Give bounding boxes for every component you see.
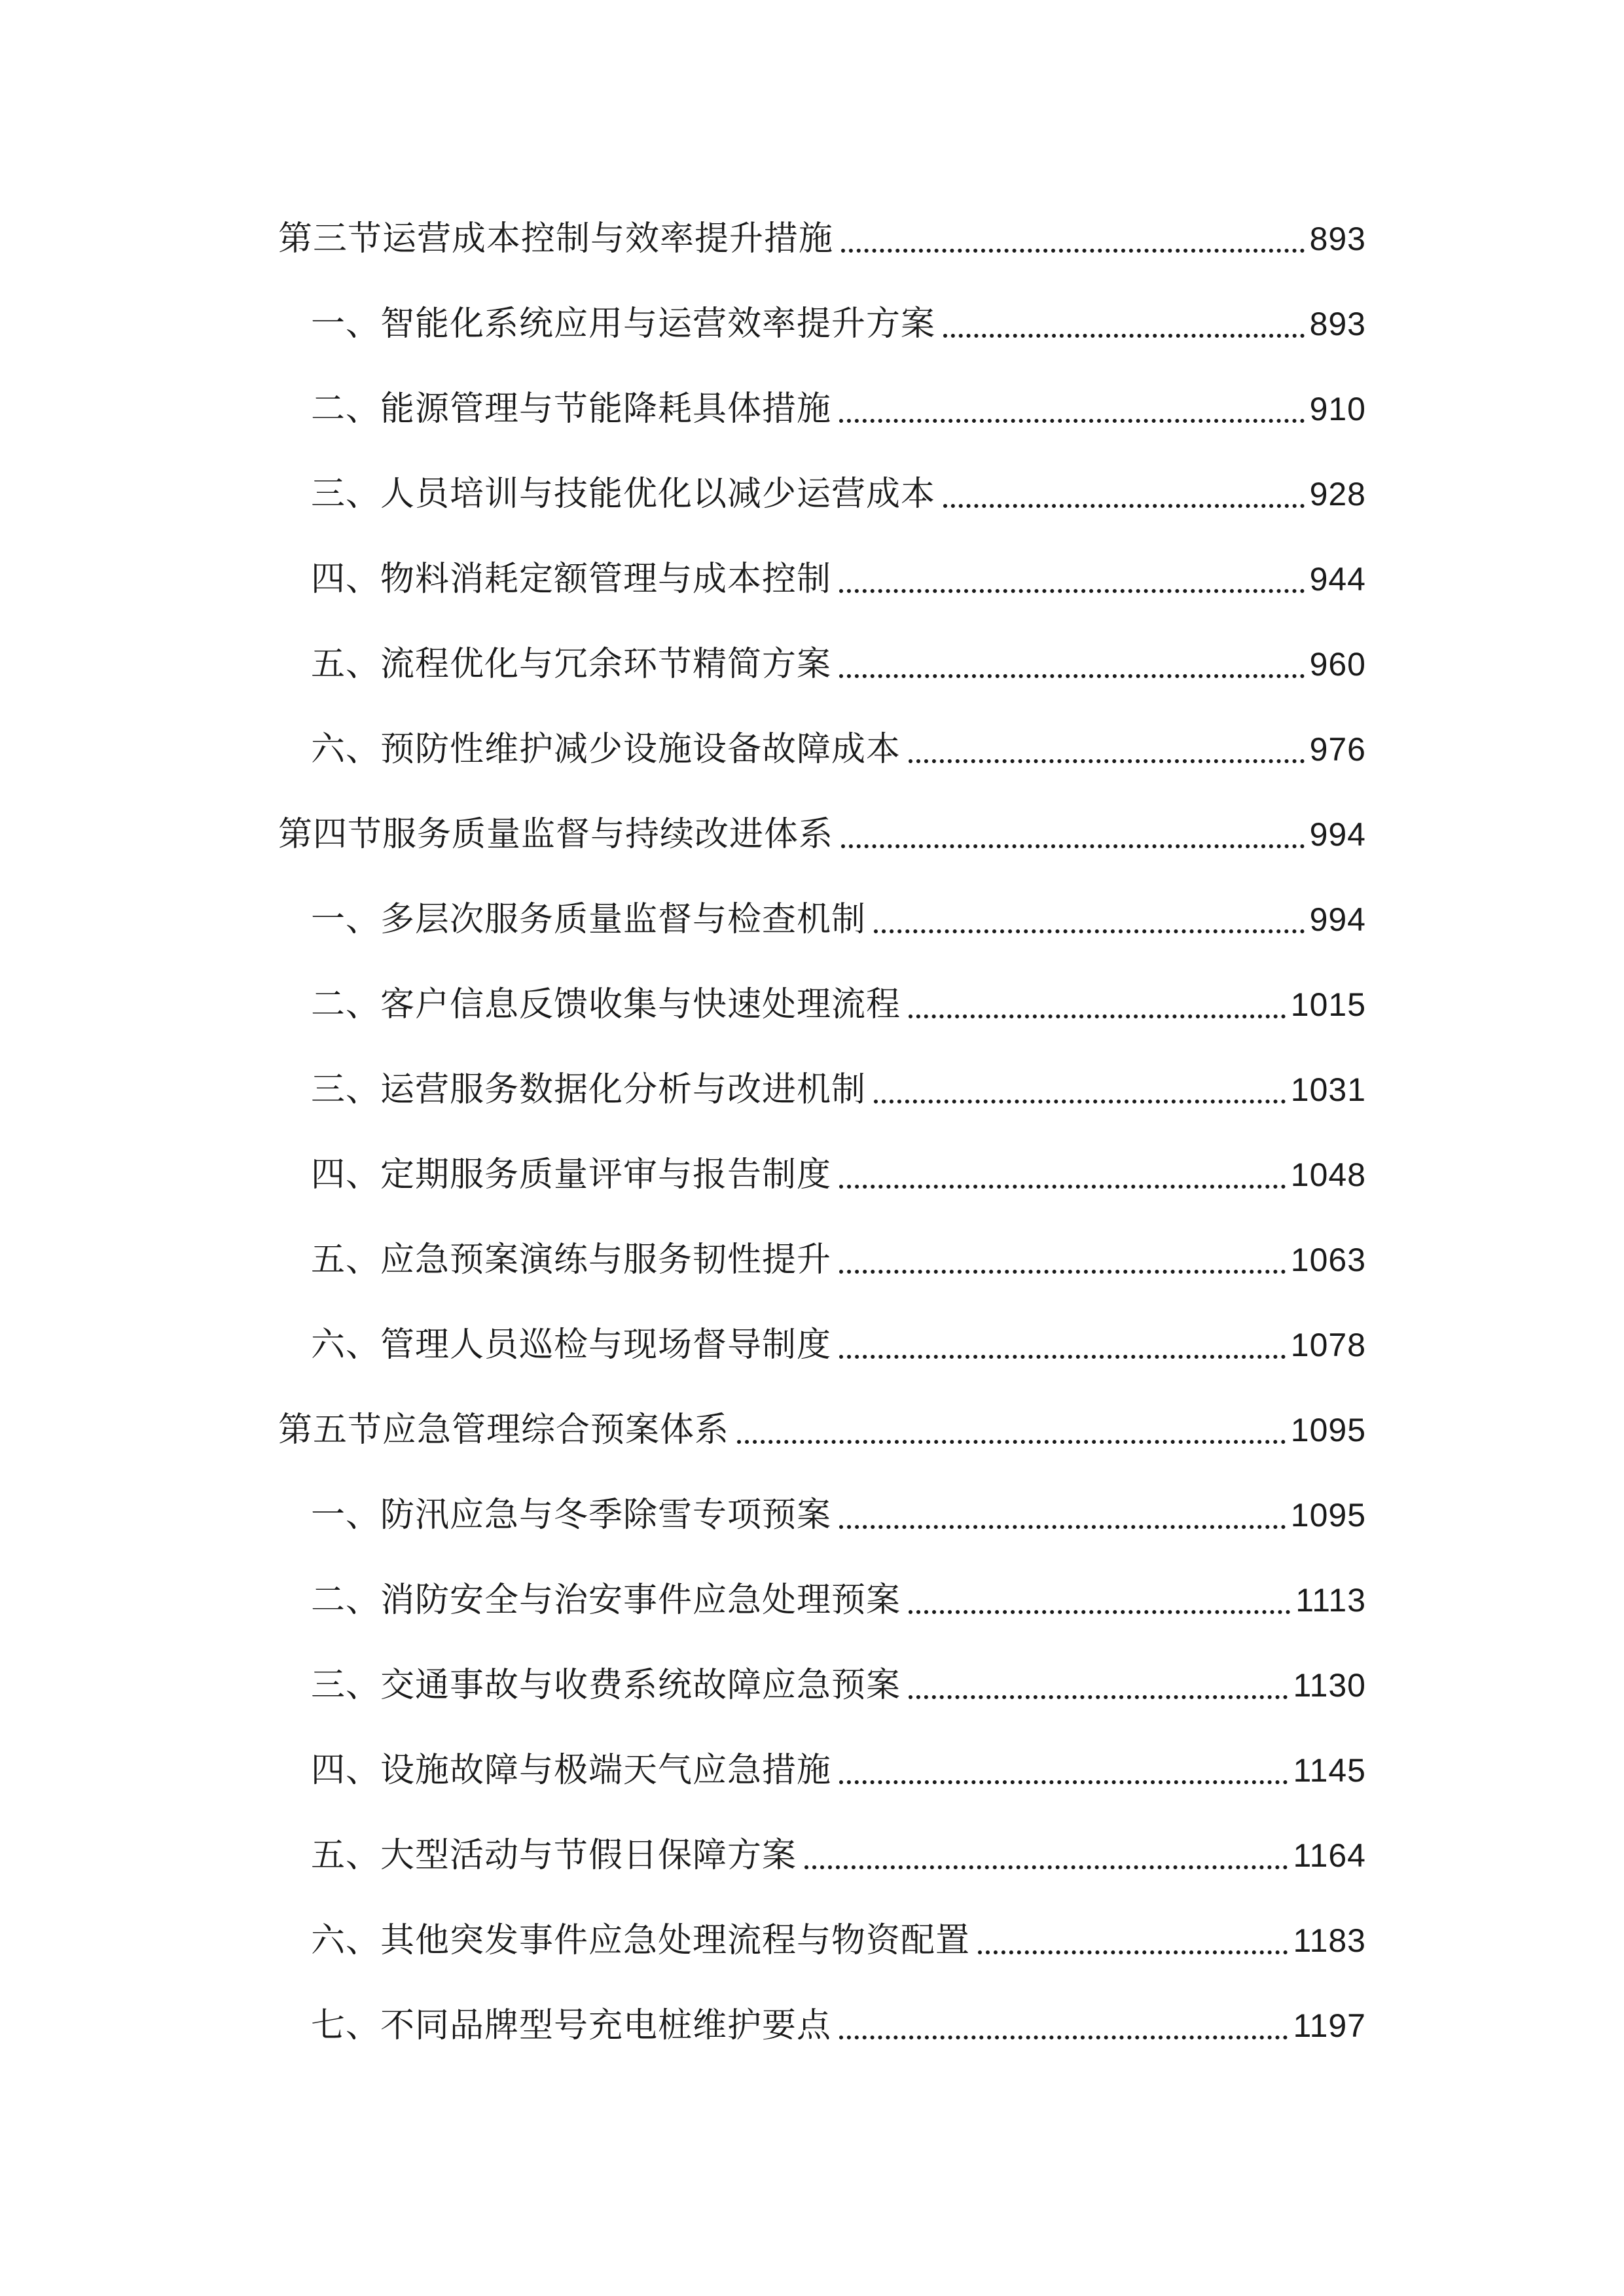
toc-page-number: 1095 (1290, 1412, 1366, 1448)
toc-entry[interactable] (0, 1060, 1624, 1119)
toc-page-number: 1145 (1293, 1752, 1366, 1789)
toc-dot-leader (874, 929, 1305, 933)
toc-dot-leader (839, 1355, 1286, 1359)
toc-entry[interactable] (0, 1571, 1624, 1630)
toc-dot-leader (909, 1014, 1286, 1018)
toc-subsection-line (311, 1826, 1366, 1885)
toc-dot-leader (839, 1525, 1286, 1529)
toc-page-number: 893 (1309, 221, 1366, 257)
toc-entry[interactable] (0, 1401, 1624, 1460)
toc-entry[interactable] (0, 1911, 1624, 1970)
toc-page-number: 1048 (1290, 1157, 1366, 1193)
toc-entry[interactable] (0, 1145, 1624, 1204)
toc-page-number: 1031 (1290, 1071, 1366, 1108)
toc-subsection-line (311, 295, 1366, 353)
toc-subsection-line (311, 380, 1366, 439)
toc-entry-title: 二、消防安全与治安事件应急处理预案 (311, 1581, 901, 1620)
toc-subsection-line (311, 1571, 1366, 1630)
toc-page-number: 1164 (1293, 1837, 1366, 1874)
toc-entry[interactable] (0, 1316, 1624, 1374)
toc-subsection-line (311, 1486, 1366, 1545)
toc-dot-leader (943, 504, 1305, 508)
toc-dot-leader (839, 1780, 1288, 1784)
toc-entry-title: 一、智能化系统应用与运营效率提升方案 (311, 304, 936, 344)
toc-entry[interactable] (0, 550, 1624, 609)
toc-dot-leader (839, 2036, 1288, 2039)
toc-entry[interactable] (0, 1826, 1624, 1885)
toc-subsection-line (311, 890, 1366, 949)
toc-entry[interactable] (0, 975, 1624, 1034)
toc-entry-title: 一、防汛应急与冬季除雪专项预案 (311, 1496, 832, 1535)
toc-dot-leader (839, 1185, 1286, 1189)
toc-entry[interactable] (0, 295, 1624, 353)
toc-entry-title: 第四节服务质量监督与持续改进体系 (278, 815, 834, 854)
toc-dot-leader (839, 419, 1305, 423)
toc-subsection-line (311, 465, 1366, 524)
toc-dot-leader (839, 1270, 1286, 1274)
toc-entry-title: 二、客户信息反馈收集与快速处理流程 (311, 985, 901, 1024)
toc-page-number: 994 (1309, 901, 1366, 938)
toc-dot-leader (839, 589, 1305, 593)
toc-entry[interactable] (0, 380, 1624, 439)
toc-entry-title: 五、应急预案演练与服务韧性提升 (311, 1240, 832, 1280)
toc-page-number: 1095 (1290, 1497, 1366, 1534)
toc-entry[interactable] (0, 635, 1624, 694)
toc-entry-title: 七、不同品牌型号充电桩维护要点 (311, 2006, 832, 2045)
toc-section-line (278, 209, 1366, 268)
toc-page-number: 944 (1309, 561, 1366, 598)
toc-page-number: 1197 (1293, 2007, 1366, 2044)
toc-entry-title: 一、多层次服务质量监督与检查机制 (311, 900, 867, 939)
toc-subsection-line (311, 1741, 1366, 1800)
toc-page-number: 976 (1309, 731, 1366, 768)
toc-dot-leader (978, 1950, 1288, 1954)
toc-entry[interactable] (0, 890, 1624, 949)
toc-page-number: 994 (1309, 816, 1366, 853)
toc-entry[interactable] (0, 805, 1624, 864)
toc-page-number: 960 (1309, 646, 1366, 683)
toc-subsection-line (311, 1996, 1366, 2055)
toc-entry-title: 第五节应急管理综合预案体系 (278, 1410, 730, 1450)
toc-entry-title: 四、设施故障与极端天气应急措施 (311, 1751, 832, 1790)
toc-subsection-line (311, 635, 1366, 694)
toc-entry[interactable] (0, 720, 1624, 779)
toc-entry-title: 六、管理人员巡检与现场督导制度 (311, 1325, 832, 1365)
toc-dot-leader (841, 249, 1305, 253)
toc-dot-leader (874, 1100, 1286, 1103)
toc-entry[interactable] (0, 1996, 1624, 2055)
toc-dot-leader (841, 844, 1305, 848)
toc-entry-title: 四、定期服务质量评审与报告制度 (311, 1155, 832, 1194)
toc-dot-leader (839, 674, 1305, 678)
toc-entry[interactable] (0, 1486, 1624, 1545)
toc-entry-title: 六、其他突发事件应急处理流程与物资配置 (311, 1921, 971, 1960)
toc-entry-title: 五、大型活动与节假日保障方案 (311, 1836, 797, 1875)
toc-subsection-line (311, 1145, 1366, 1204)
toc-page-number: 928 (1309, 476, 1366, 512)
toc-subsection-line (311, 1230, 1366, 1289)
toc-subsection-line (311, 1060, 1366, 1119)
toc-section-line (278, 805, 1366, 864)
toc-page-number: 1063 (1290, 1242, 1366, 1278)
toc-subsection-line (311, 720, 1366, 779)
toc-entry-title: 三、人员培训与技能优化以减少运营成本 (311, 475, 936, 514)
toc-dot-leader (909, 1695, 1288, 1699)
toc-entry[interactable] (0, 1230, 1624, 1289)
toc-subsection-line (311, 550, 1366, 609)
toc-dot-leader (943, 334, 1305, 338)
toc-section-line (278, 1401, 1366, 1460)
toc-entry-title: 第三节运营成本控制与效率提升措施 (278, 219, 834, 259)
toc-entry[interactable] (0, 1741, 1624, 1800)
toc-entry[interactable] (0, 209, 1624, 268)
toc-entry-title: 四、物料消耗定额管理与成本控制 (311, 560, 832, 599)
toc-page-number: 1113 (1295, 1582, 1366, 1619)
toc-entry[interactable] (0, 465, 1624, 524)
toc-entry[interactable] (0, 1656, 1624, 1715)
toc-subsection-line (311, 1656, 1366, 1715)
toc-page-number: 1130 (1293, 1667, 1366, 1704)
toc-subsection-line (311, 975, 1366, 1034)
toc-page-number: 910 (1309, 391, 1366, 427)
toc-page-number: 1015 (1290, 986, 1366, 1023)
toc-page-number: 893 (1309, 306, 1366, 342)
toc-dot-leader (909, 759, 1305, 763)
toc-subsection-line (311, 1911, 1366, 1970)
toc-page-number: 1078 (1290, 1327, 1366, 1363)
toc-entry-title: 六、预防性维护减少设施设备故障成本 (311, 730, 901, 769)
toc-entry-title: 三、运营服务数据化分析与改进机制 (311, 1070, 867, 1109)
toc-entry-title: 五、流程优化与冗余环节精简方案 (311, 645, 832, 684)
toc-entry-title: 三、交通事故与收费系统故障应急预案 (311, 1666, 901, 1705)
toc-subsection-line (311, 1316, 1366, 1374)
toc-dot-leader (804, 1865, 1288, 1869)
toc-entry-title: 二、能源管理与节能降耗具体措施 (311, 389, 832, 429)
toc-page-number: 1183 (1293, 1922, 1366, 1959)
toc-dot-leader (737, 1440, 1286, 1444)
toc-dot-leader (909, 1610, 1290, 1614)
